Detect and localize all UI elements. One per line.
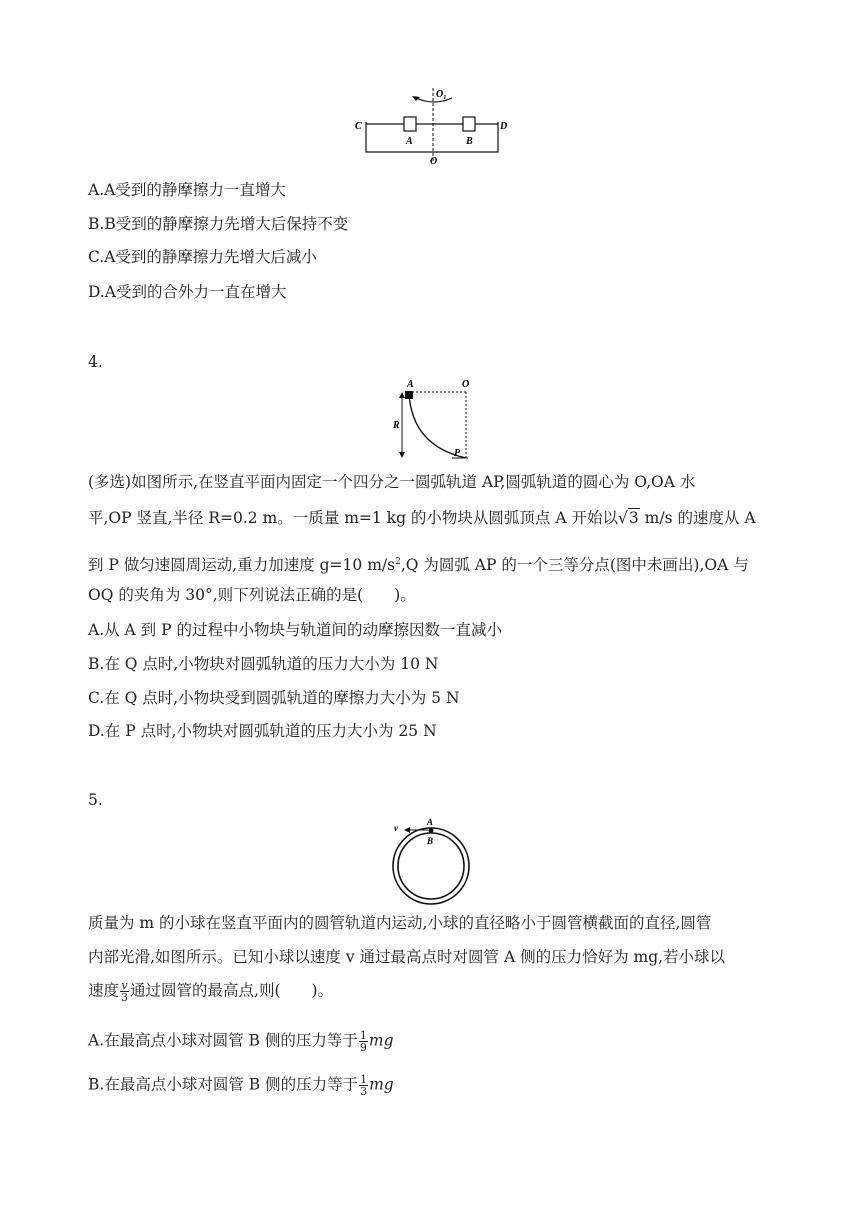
q4-option-a: A.从 A 到 P 的过程中小物块与轨道间的动摩擦因数一直减小 bbox=[88, 621, 502, 639]
q5-option-a bbox=[88, 1030, 394, 1053]
q4-stem-line1: (多选)如图所示,在竖直平面内固定一个四分之一圆弧轨道 AP,圆弧轨道的圆心为 O,OA 水 bbox=[88, 473, 696, 491]
q5-option-a-den: 9 bbox=[359, 1041, 367, 1054]
q4-figure bbox=[388, 374, 478, 464]
q5-frac-den: 3 bbox=[121, 991, 129, 1004]
q5-option-a-fraction bbox=[359, 1030, 368, 1053]
q4-option-d: D.在 P 点时,小物块对圆弧轨道的压力大小为 25 N bbox=[88, 722, 437, 740]
q4-stem-line2-text: 平,OP 竖直,半径 R=0.2 m。一质量 m=1 kg 的小物块从圆弧顶点 A 开始以 bbox=[88, 509, 618, 527]
q3-figure bbox=[348, 86, 518, 168]
q3-label-a: A bbox=[406, 136, 413, 147]
q5-label-v: v bbox=[394, 823, 398, 833]
q5-option-b-post: mg bbox=[369, 1075, 394, 1094]
q4-stem-line3b: ,Q 为圆弧 AP 的一个三等分点(图中未画出),OA 与 bbox=[400, 556, 749, 575]
q5-option-a-pre: A.在最高点小球对圆管 B 侧的压力等于 bbox=[88, 1031, 358, 1050]
q4-stem-line3a: 到 P 做匀速圆周运动,重力加速度 g=10 m/s bbox=[88, 556, 396, 575]
q5-number: 5. bbox=[88, 791, 103, 809]
q5-option-b-den: 3 bbox=[360, 1085, 368, 1098]
sqrt-symbol: √3 bbox=[617, 509, 639, 527]
q4-label-o: O bbox=[462, 379, 470, 390]
q5-fraction bbox=[120, 980, 129, 1003]
q3-label-c: C bbox=[355, 121, 362, 132]
q5-figure bbox=[388, 816, 474, 906]
q4-stem-line2-tail: m/s 的速度从 A bbox=[639, 509, 756, 527]
q5-stem-line3-post: 通过圆管的最高点,则( )。 bbox=[130, 981, 334, 1000]
q3-option-a: A.A受到的静摩擦力一直增大 bbox=[88, 181, 286, 199]
q4-option-c: C.在 Q 点时,小物块受到圆弧轨道的摩擦力大小为 5 N bbox=[88, 689, 460, 707]
q4-stem-line2 bbox=[88, 508, 756, 528]
q5-label-a: A bbox=[427, 817, 434, 827]
q4-stem-line3 bbox=[88, 552, 749, 575]
q3-label-b: B bbox=[466, 136, 473, 147]
q3-option-b: B.B受到的静摩擦力先增大后保持不变 bbox=[88, 215, 349, 233]
q5-option-b bbox=[88, 1074, 394, 1097]
q4-sqrt-radicand: 3 bbox=[628, 509, 639, 527]
q5-stem-line1: 质量为 m 的小球在竖直平面内的圆管轨道内运动,小球的直径略小于圆管横截面的直径,圆管 bbox=[88, 914, 712, 932]
q3-diagram bbox=[348, 86, 518, 168]
q4-stem-line3-sup: 2 bbox=[395, 557, 401, 567]
q5-stem-line3 bbox=[88, 980, 333, 1003]
q5-stem-line3-pre: 速度 bbox=[88, 981, 120, 1000]
q4-diagram bbox=[388, 374, 478, 464]
q5-option-b-pre: B.在最高点小球对圆管 B 侧的压力等于 bbox=[88, 1075, 359, 1094]
q4-number: 4. bbox=[88, 353, 103, 371]
q3-label-d: D bbox=[500, 121, 508, 132]
q4-option-b: B.在 Q 点时,小物块对圆弧轨道的压力大小为 10 N bbox=[88, 655, 439, 673]
q3-label-o: O bbox=[430, 156, 438, 167]
q5-diagram bbox=[388, 816, 474, 906]
q5-option-b-num: 1 bbox=[360, 1073, 368, 1086]
q5-label-b: B bbox=[427, 836, 434, 846]
q4-stem-line4: OQ 的夹角为 30°,则下列说法正确的是( )。 bbox=[88, 586, 416, 604]
q3-option-d: D.A受到的合外力一直在增大 bbox=[88, 283, 287, 301]
q3-option-c: C.A受到的静摩擦力先增大后减小 bbox=[88, 248, 317, 266]
q5-frac-num: v bbox=[121, 979, 128, 992]
q4-label-a: A bbox=[407, 379, 414, 390]
q5-stem-line2: 内部光滑,如图所示。已知小球以速度 v 通过最高点时对圆管 A 侧的压力恰好为 mg,若小球以 bbox=[88, 948, 726, 966]
q5-option-b-fraction bbox=[359, 1074, 368, 1097]
q5-option-a-num: 1 bbox=[359, 1029, 367, 1042]
q5-option-a-post: mg bbox=[368, 1031, 394, 1050]
q4-label-p: P bbox=[454, 448, 461, 459]
q3-label-o1: O₁ bbox=[436, 89, 447, 100]
q4-label-r: R bbox=[393, 420, 400, 431]
